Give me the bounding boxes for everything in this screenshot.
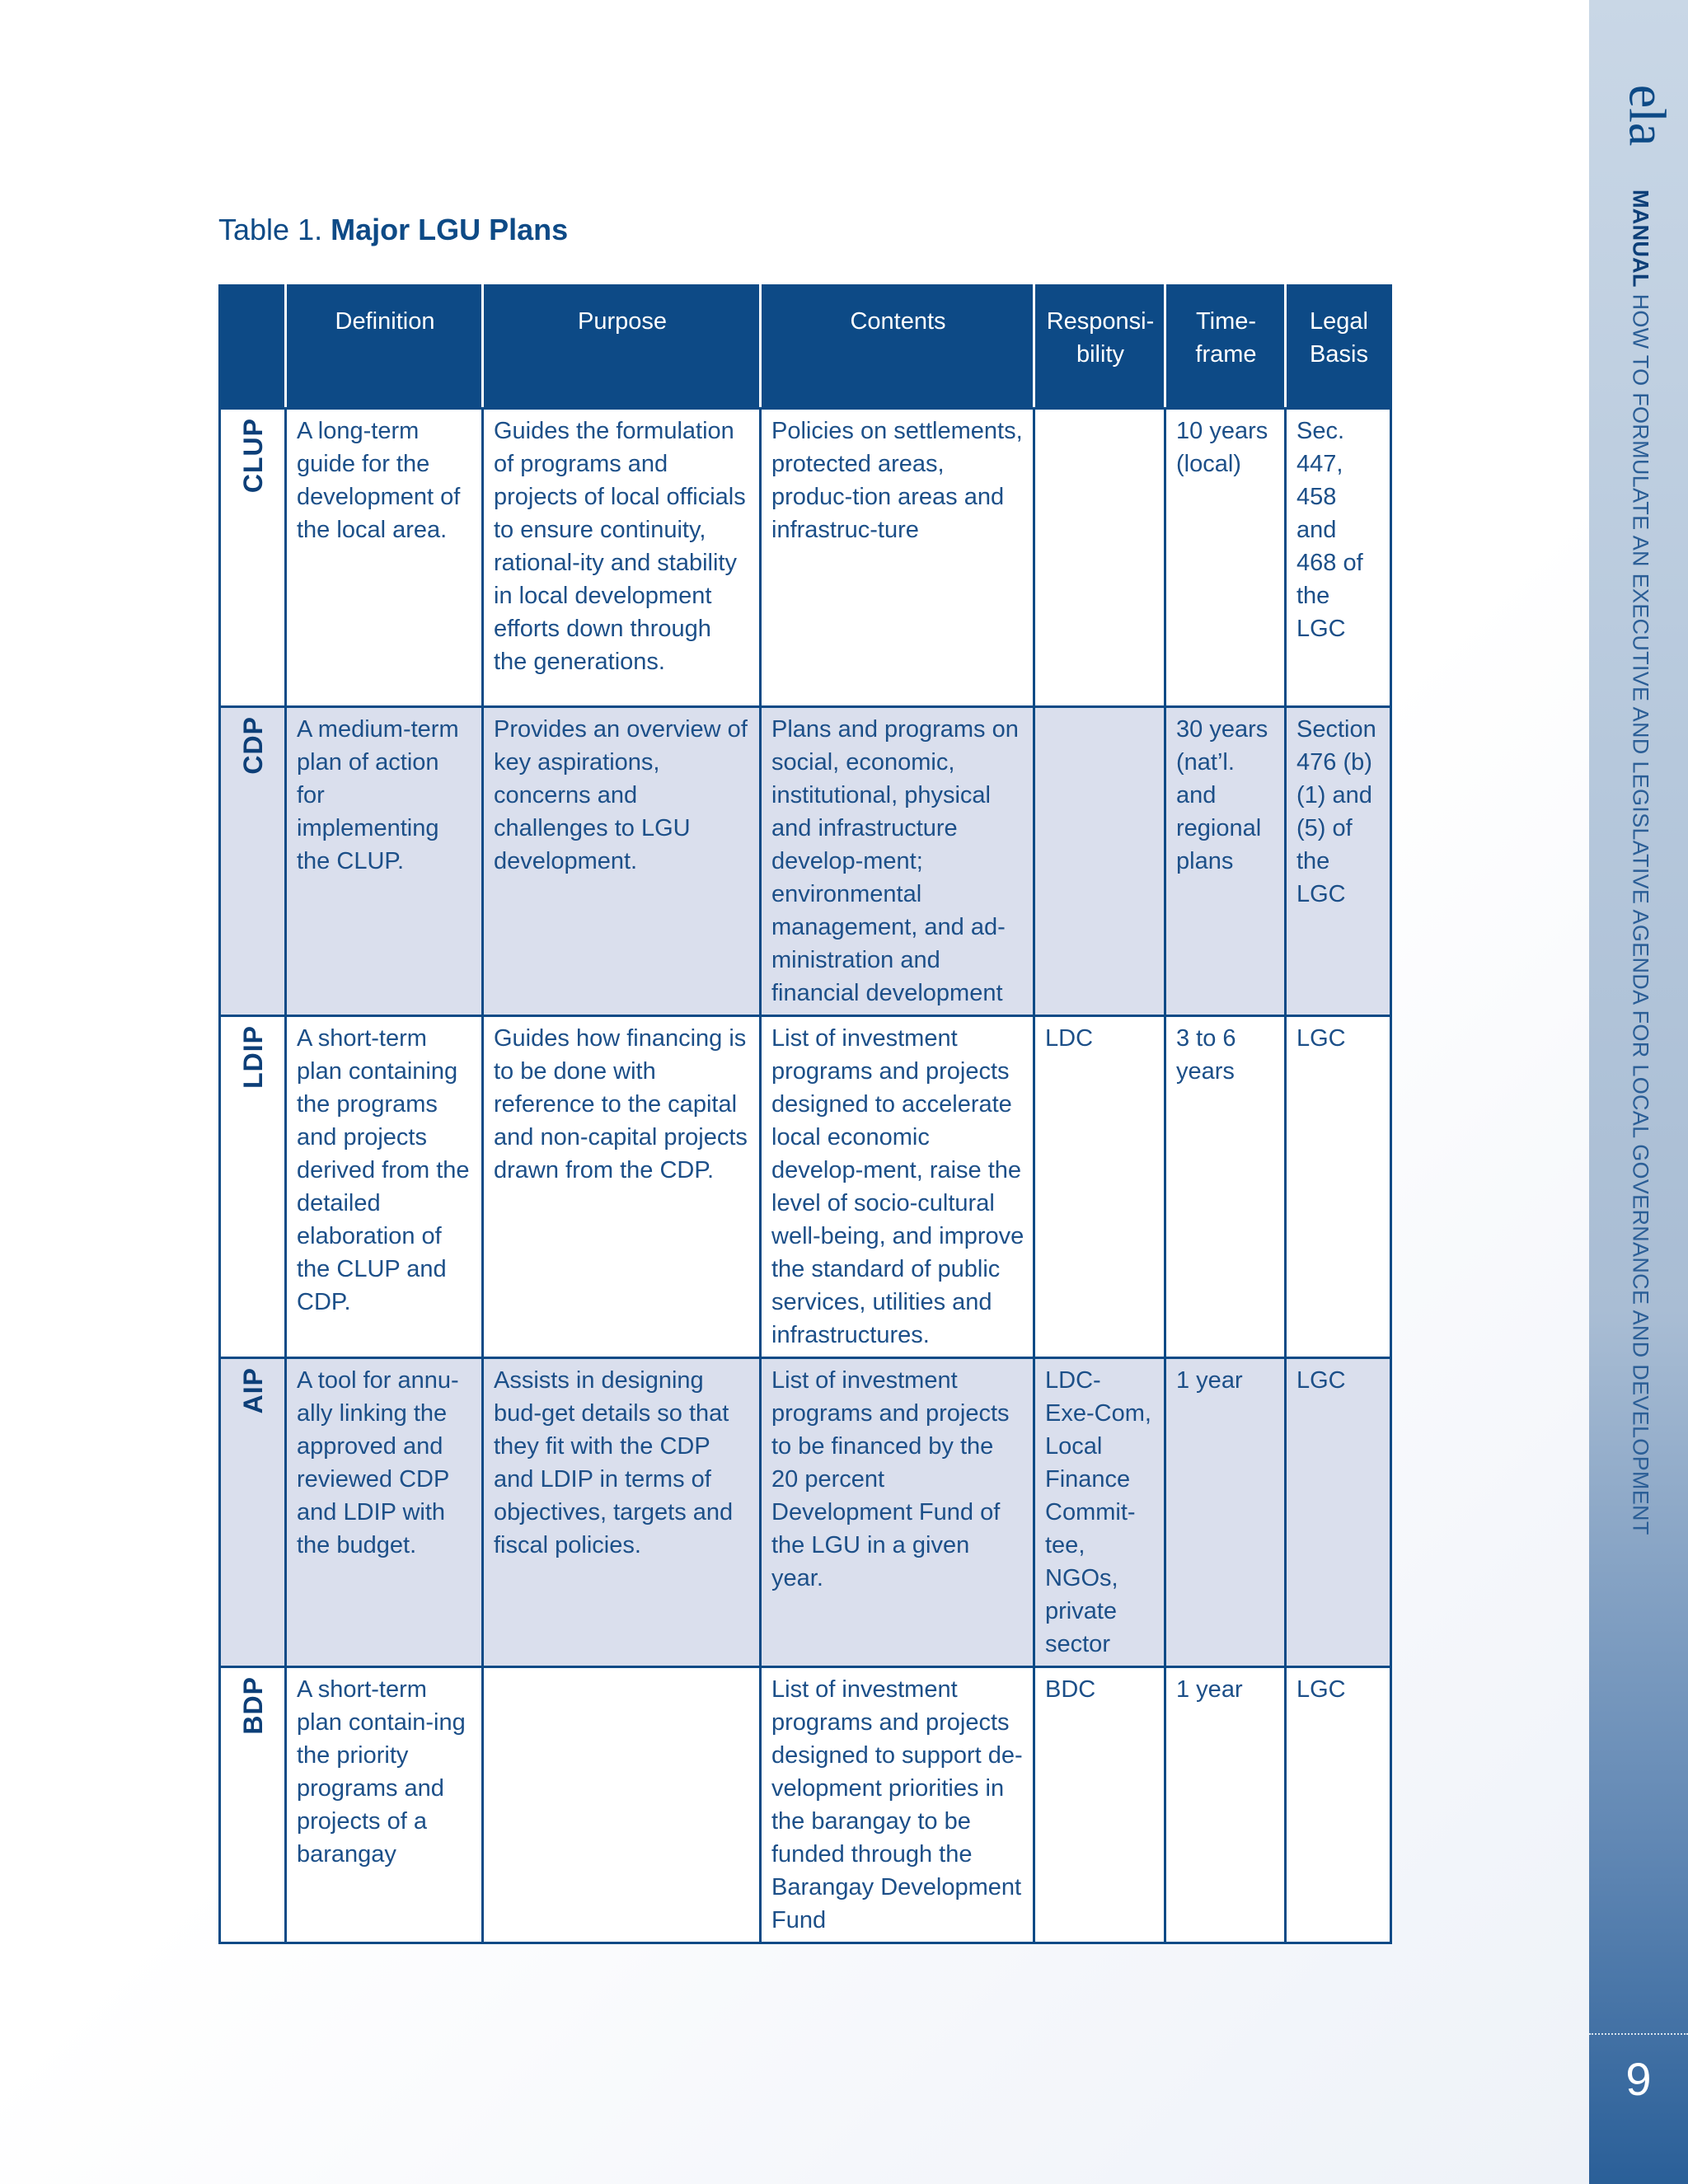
responsibility-cell: LDC- Exe-Com, Local Finance Commit-tee, NGOs, private sector <box>1034 1358 1165 1667</box>
table-title-prefix: Table 1. <box>218 213 323 246</box>
timeframe-cell: 1 year <box>1165 1358 1286 1667</box>
contents-cell: List of investment programs and projects designed to support de-velopment priorities in the barangay to be funded through the Barangay Development Fund <box>761 1667 1034 1943</box>
table-row-bdp <box>220 1667 1391 1943</box>
header-cell-blank <box>220 286 286 409</box>
responsibility-cell: LDC <box>1034 1016 1165 1358</box>
responsibility-cell <box>1034 409 1165 707</box>
responsibility-cell <box>1034 707 1165 1016</box>
definition-cell: A medium-term plan of action for implementing the CLUP. <box>286 707 483 1016</box>
header-cell-purpose: Purpose <box>483 286 761 409</box>
manual-subtitle: HOW TO FORMULATE AN EXECUTIVE AND LEGISLATIVE AGENDA FOR LOCAL GOVERNANCE AND DEVELOPMENT <box>1628 287 1653 1535</box>
side-divider <box>1589 2033 1688 2035</box>
legal-basis-cell: LGC <box>1286 1016 1391 1358</box>
ela-logo <box>1614 33 1680 198</box>
table-row-clup <box>220 409 1391 707</box>
legal-basis-cell: Sec. 447, 458 and 468 of the LGC <box>1286 409 1391 707</box>
contents-cell: Policies on settlements, protected areas, produc-tion areas and infrastruc-ture <box>761 409 1034 707</box>
table-header-row <box>220 286 1391 409</box>
table-row-ldip <box>220 1016 1391 1358</box>
row-label-cell <box>220 1667 286 1943</box>
lgu-plans-table <box>218 284 1392 1944</box>
purpose-cell: Guides how financing is to be done with reference to the capital and non-capital projects drawn from the CDP. <box>483 1016 761 1358</box>
side-running-title <box>1620 190 1661 1535</box>
timeframe-cell: 30 years (nat’l. and regional plans <box>1165 707 1286 1016</box>
row-label-cell <box>220 409 286 707</box>
definition-cell: A tool for annu-ally linking the approved and reviewed CDP and LDIP with the budget. <box>286 1358 483 1667</box>
row-label: CLUP <box>237 418 268 494</box>
legal-basis-cell: LGC <box>1286 1667 1391 1943</box>
row-label-cell <box>220 1358 286 1667</box>
contents-cell: Plans and programs on social, economic, institutional, physical and infrastructure develop-ment; environmental management, and ad-ministration and financial development <box>761 707 1034 1016</box>
contents-cell: List of investment programs and projects designed to accelerate local economic develop-ment, raise the level of socio-cultural well-being, and improve the standard of public services, utilities and infrastructures. <box>761 1016 1034 1358</box>
row-label: AIP <box>237 1367 268 1414</box>
definition-cell: A short-term plan containing the programs and projects derived from the detailed elaboration of the CLUP and CDP. <box>286 1016 483 1358</box>
timeframe-cell: 10 years (local) <box>1165 409 1286 707</box>
responsibility-cell: BDC <box>1034 1667 1165 1943</box>
header-cell-legal-basis: Legal Basis <box>1286 286 1391 409</box>
header-cell-contents: Contents <box>761 286 1034 409</box>
page-number: 9 <box>1625 2053 1652 2105</box>
definition-cell: A short-term plan contain-ing the priority programs and projects of a barangay <box>286 1667 483 1943</box>
table-row-cdp <box>220 707 1391 1016</box>
header-cell-definition: Definition <box>286 286 483 409</box>
table-row-aip <box>220 1358 1391 1667</box>
legal-basis-cell: LGC <box>1286 1358 1391 1667</box>
definition-cell: A long-term guide for the development of the local area. <box>286 409 483 707</box>
row-label: CDP <box>237 716 268 775</box>
header-cell-responsibility: Responsi- bility <box>1034 286 1165 409</box>
row-label: BDP <box>237 1676 268 1735</box>
purpose-cell: Guides the formulation of programs and projects of local officials to ensure continuity, rational-ity and stability in local development efforts down through the generations. <box>483 409 761 707</box>
table-title-bold: Major LGU Plans <box>331 213 569 246</box>
row-label: LDIP <box>237 1025 268 1089</box>
ela-logo-text: ela <box>1618 84 1676 147</box>
purpose-cell <box>483 1667 761 1943</box>
purpose-cell: Provides an overview of key aspirations, concerns and challenges to LGU development. <box>483 707 761 1016</box>
contents-cell: List of investment programs and projects to be financed by the 20 percent Development Fund of the LGU in a given year. <box>761 1358 1034 1667</box>
table-title <box>218 213 568 247</box>
manual-label: MANUAL <box>1628 190 1653 288</box>
header-cell-timeframe: Time- frame <box>1165 286 1286 409</box>
purpose-cell: Assists in designing bud-get details so that they fit with the CDP and LDIP in terms of objectives, targets and fiscal policies. <box>483 1358 761 1667</box>
legal-basis-cell: Section 476 (b) (1) and (5) of the LGC <box>1286 707 1391 1016</box>
timeframe-cell: 1 year <box>1165 1667 1286 1943</box>
timeframe-cell: 3 to 6 years <box>1165 1016 1286 1358</box>
row-label-cell <box>220 1016 286 1358</box>
row-label-cell <box>220 707 286 1016</box>
